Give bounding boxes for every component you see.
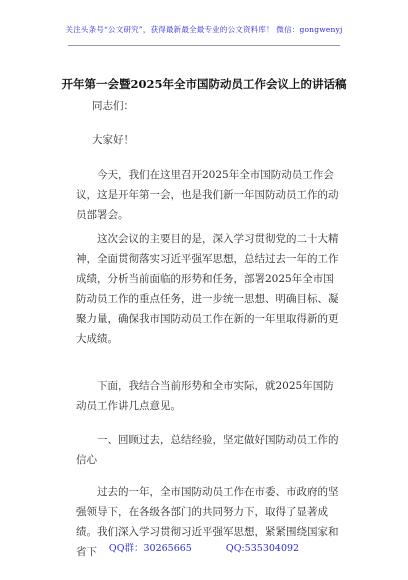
- salutation: 同志们：: [92, 100, 134, 112]
- header-banner: 关注头条号“公文研究”，获得最新最全最专业的公文资料库！ 微信：gongwenyj: [65, 25, 343, 34]
- paragraph-4: 过去的一年，全市国防动员工作在市委、市政府的坚强领导下，在各级各部门的共同努力下，取得了显著成绩。我们深入学习贯彻习近平强军思想，紧紧围绕国家和省下: [76, 486, 339, 558]
- footer-qq-group: QQ群：30265665: [108, 543, 192, 554]
- greeting: 大家好！: [92, 134, 134, 146]
- paragraph-3: 下面，我结合当前形势和全市实际，就2025年国防动员工作讲几点意见。: [76, 380, 334, 412]
- document-title: 开年第一会暨2025年全市国防动员工作会议上的讲话稿: [61, 77, 347, 91]
- header-divider: [68, 45, 340, 46]
- paragraph-2: 这次会议的主要目的是，深入学习贯彻党的二十大精神，全面贯彻落实习近平强军思想，总结过去一年的工作成绩，分析当前面临的形势和任务，部署2025年全市国防动员工作的重点任务，进一步统一思想、明确目标、凝聚力量，确保我市国防动员工作在新的一年里取得新的更大成绩。: [76, 233, 339, 345]
- paragraph-1: 今天，我们在这里召开2025年全市国防动员工作会议，这是开年第一会，也是我们新一年国防动员工作的动员部署会。: [76, 169, 339, 221]
- footer-contact: [0, 540, 408, 554]
- footer-qq-number: QQ:535304092: [225, 543, 300, 554]
- section-heading-1: 一、回顾过去，总结经验，坚定做好国防动员工作的信心: [76, 434, 339, 466]
